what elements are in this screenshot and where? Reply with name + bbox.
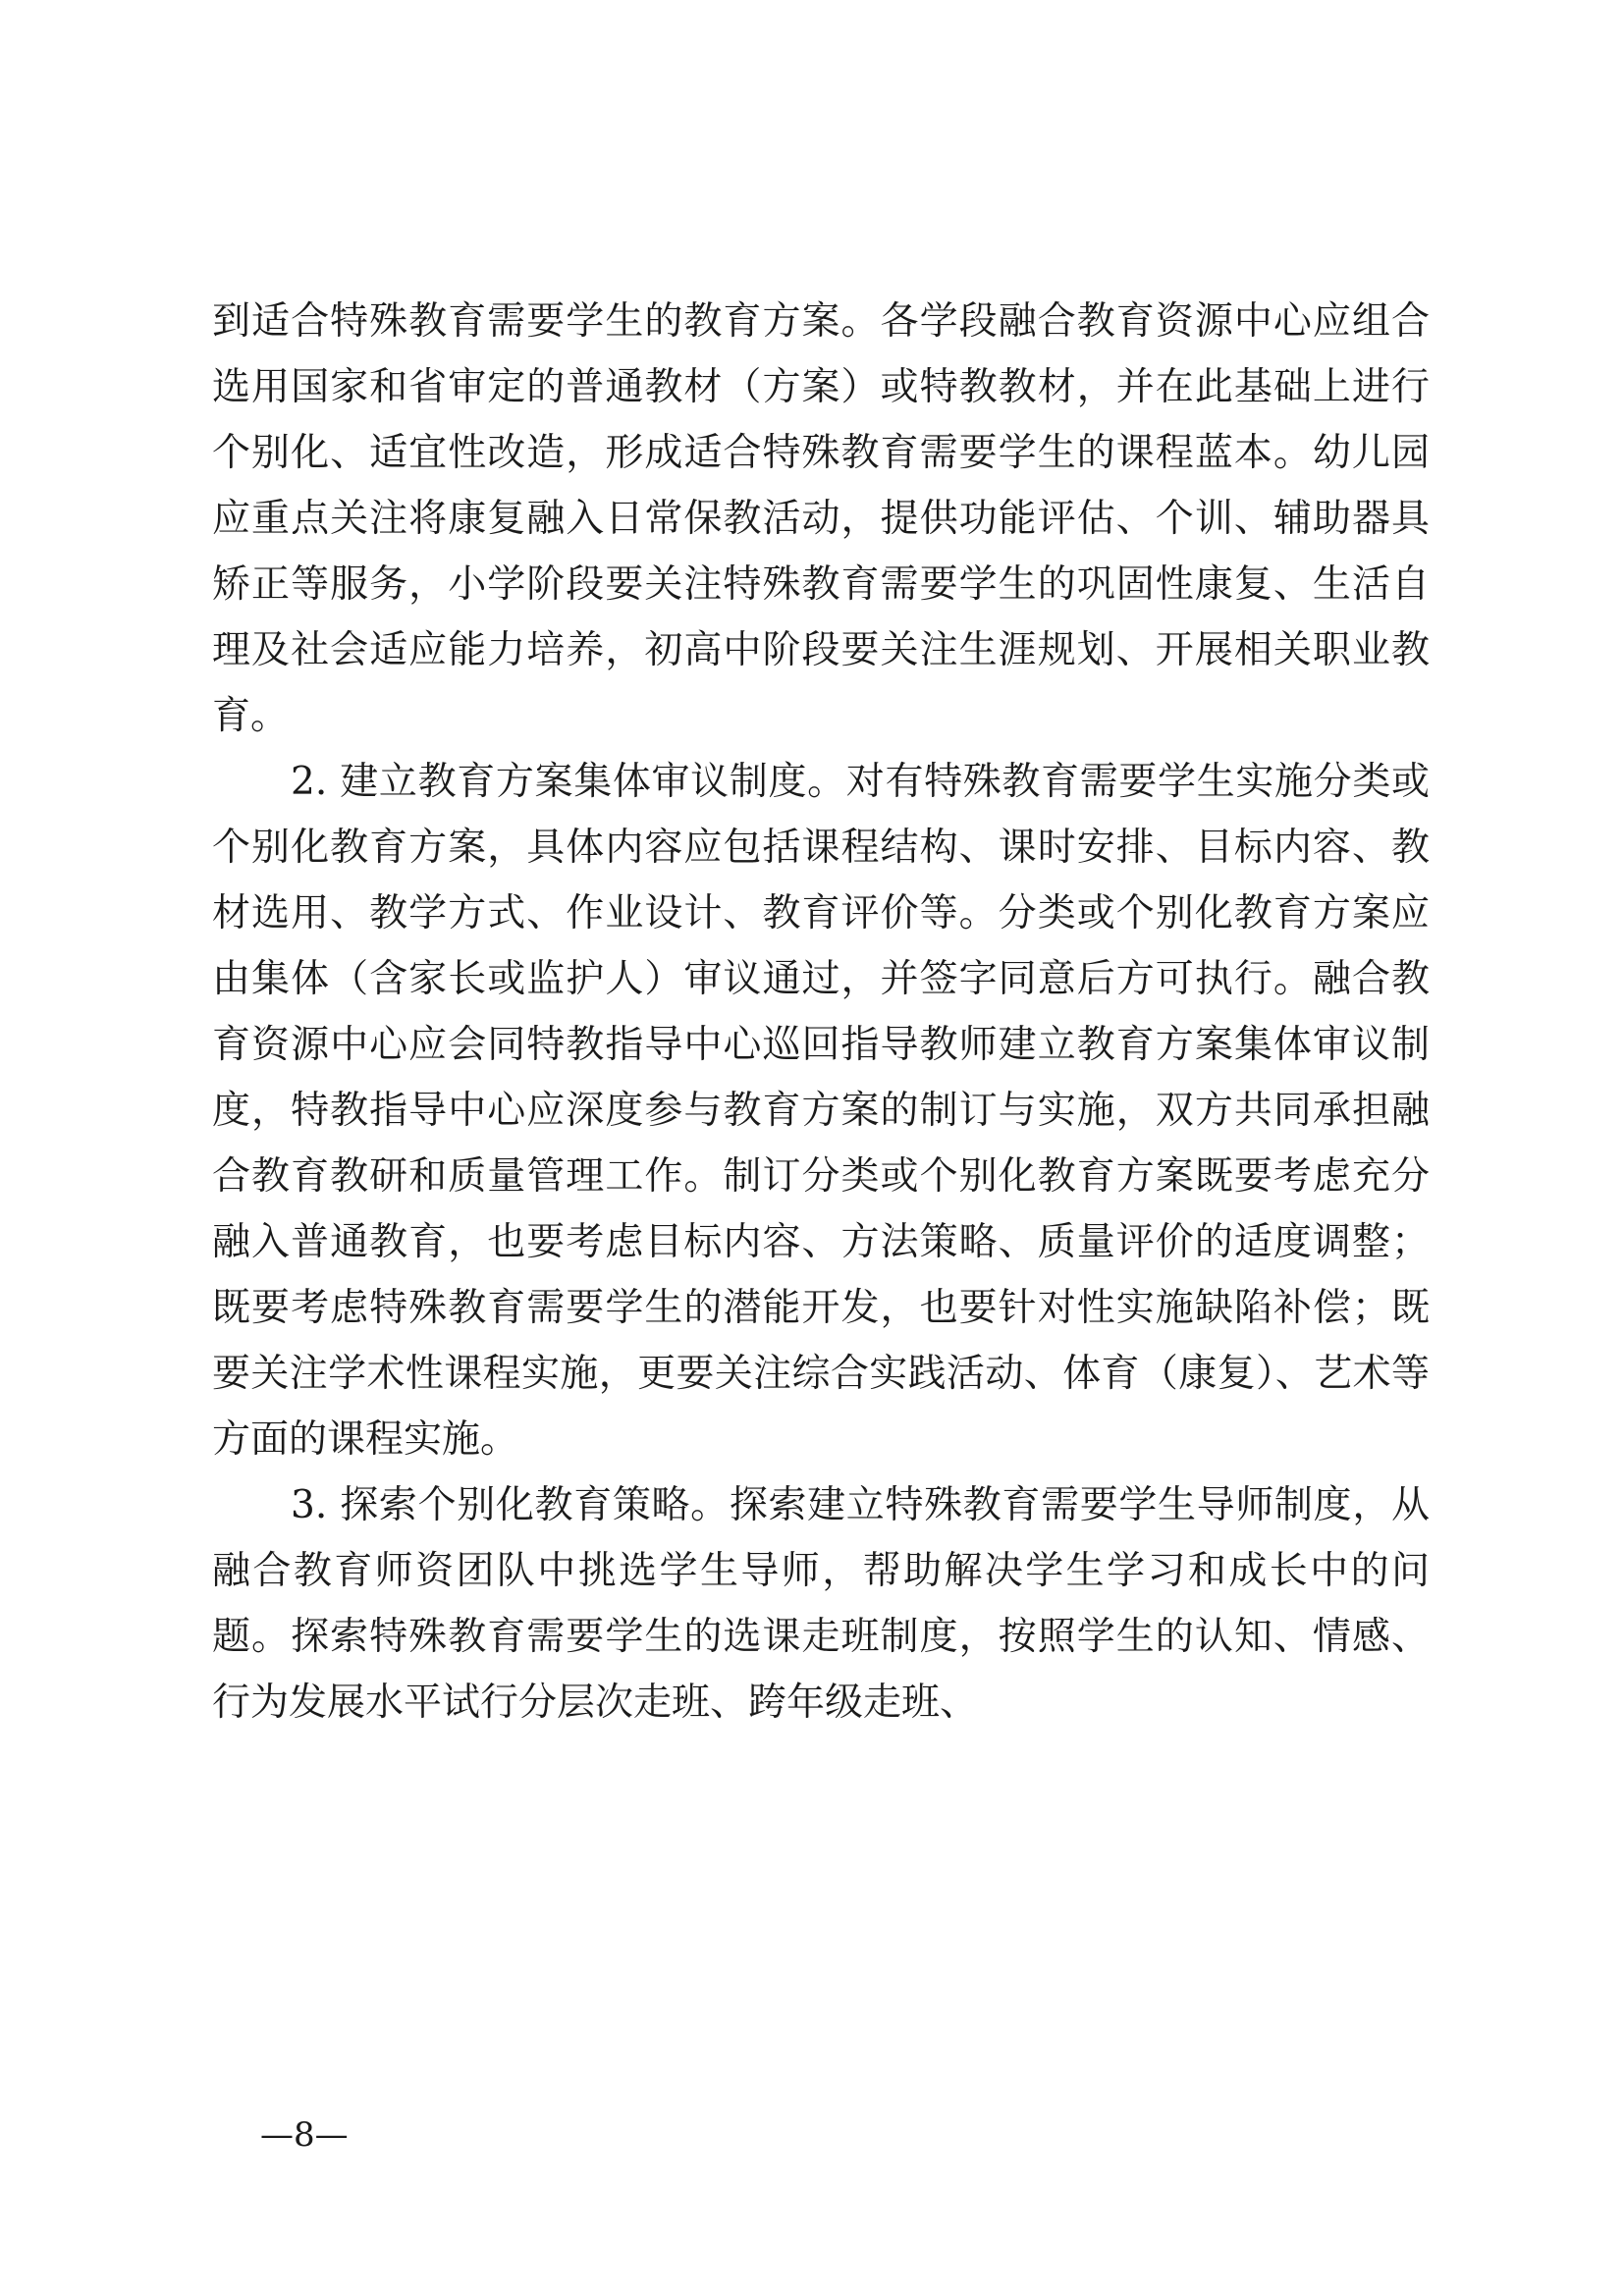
page-number: —8— xyxy=(260,2115,349,2155)
paragraph-continuation: 到适合特殊教育需要学生的教育方案。各学段融合教育资源中心应组合选用国家和省审定的普通教材（方案）或特教教材，并在此基础上进行个别化、适宜性改造，形成适合特殊教育需要学生的课程蓝本。幼儿园应重点关注将康复融入日常保教活动，提供功能评估、个训、辅助器具矫正等服务，小学阶段要关注特殊教育需要学生的巩固性康复、生活自理及社会适应能力培养，初高中阶段要关注生涯规划、开展相关职业教育。 xyxy=(212,299,1430,738)
document-body xyxy=(212,289,1430,1735)
paragraph-section-2: 2. 建立教育方案集体审议制度。对有特殊教育需要学生实施分类或个别化教育方案，具体内容应包括课程结构、课时安排、目标内容、教材选用、教学方式、作业设计、教育评价等。分类或个别化教育方案应由集体（含家长或监护人）审议通过，并签字同意后方可执行。融合教育资源中心应会同特教指导中心巡回指导教师建立教育方案集体审议制度，特教指导中心应深度参与教育方案的制订与实施，双方共同承担融合教育教研和质量管理工作。制订分类或个别化教育方案既要考虑充分融入普通教育，也要考虑目标内容、方法策略、质量评价的适度调整；既要考虑特殊教育需要学生的潜能开发，也要针对性实施缺陷补偿；既要关注学术性课程实施，更要关注综合实践活动、体育（康复）、艺术等方面的课程实施。 xyxy=(212,760,1430,1462)
paragraph-section-3: 3. 探索个别化教育策略。探索建立特殊教育需要学生导师制度，从融合教育师资团队中挑选学生导师，帮助解决学生学习和成长中的问题。探索特殊教育需要学生的选课走班制度，按照学生的认知、情感、行为发展水平试行分层次走班、跨年级走班、 xyxy=(212,1483,1430,1725)
